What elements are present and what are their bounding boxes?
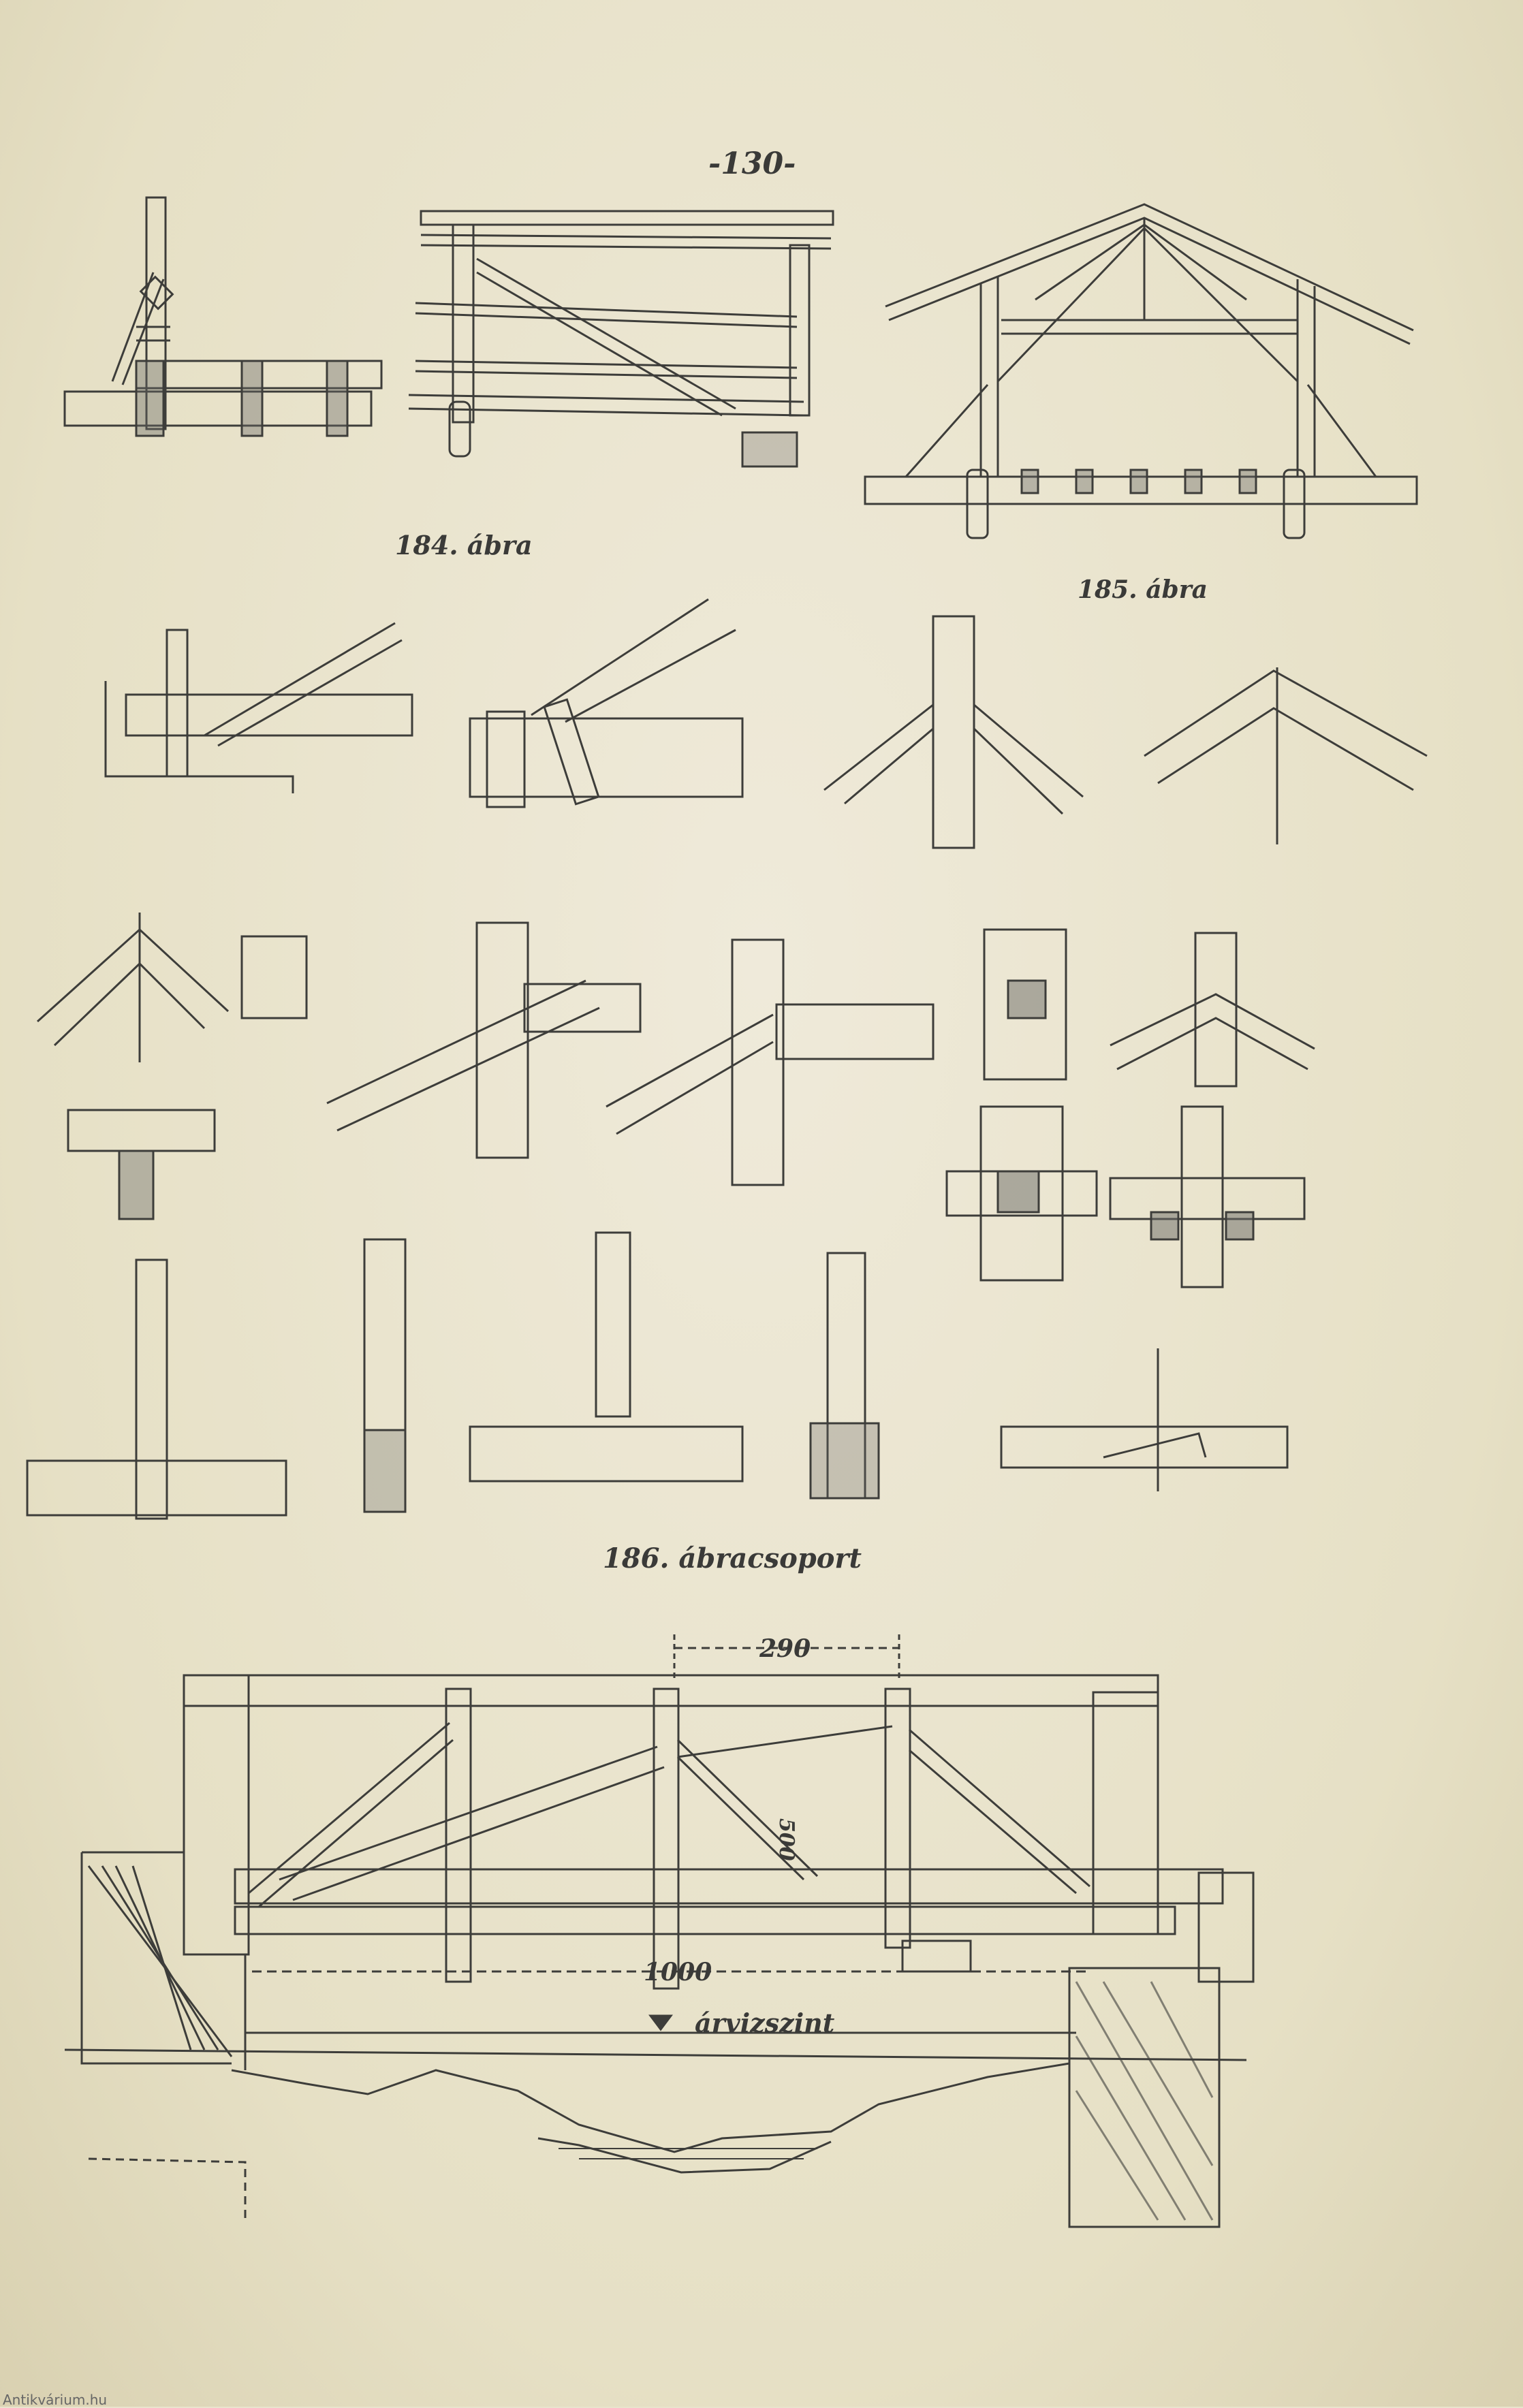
watermark: Antikvárium.hu [3,2392,108,2408]
caption-figure-186: 186. ábracsoport [603,1542,862,1574]
figure-186-row1 [106,599,1427,848]
caption-figure-185: 185. ábra [1078,575,1208,604]
caption-figure-184: 184. ábra [395,530,533,560]
water-level-label: árvizszint [695,2008,835,2038]
dimension-label-top: 290 [759,1634,811,1663]
dimension-label-vertical: 500 [774,1818,798,1861]
figure-186-row2 [37,913,1315,1287]
page-number: -130- [708,146,796,181]
figure-185-covered-section [865,204,1417,538]
bridge-truss-elevation [65,1634,1253,2227]
figure-184-railing [409,211,833,466]
dimension-label-span: 1000 [644,1958,712,1986]
figure-184-left-detail [65,197,381,436]
figure-186-row3 [27,1233,1287,1519]
